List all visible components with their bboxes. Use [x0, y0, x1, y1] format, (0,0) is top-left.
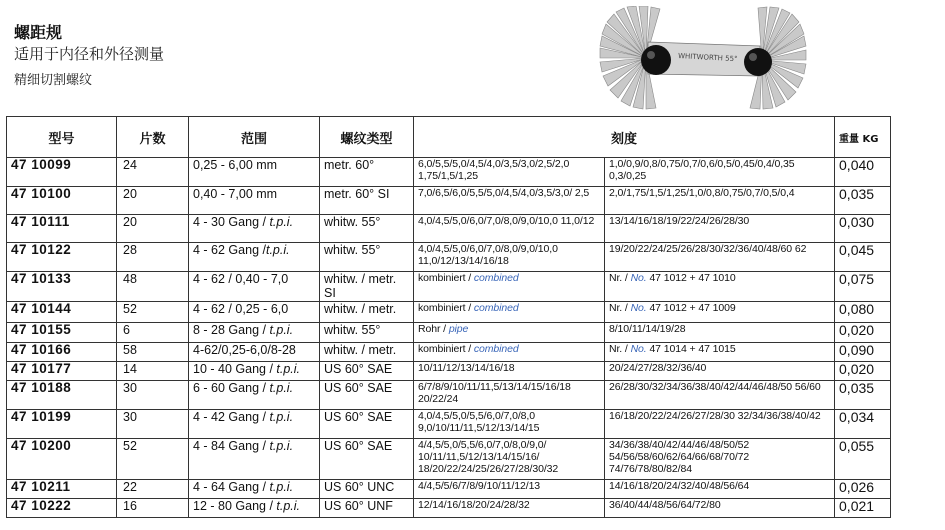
cell-range: [189, 187, 320, 215]
cell-pieces: 22: [117, 480, 189, 499]
cell-thread-type: metr. 60° SI: [320, 187, 414, 215]
cell-weight: 0,030: [835, 215, 891, 243]
cell-thread-type: US 60° SAE: [320, 381, 414, 410]
range-unit: t.p.i.: [269, 215, 294, 229]
cell-pieces: 52: [117, 439, 189, 480]
cell-model: 47 10199: [7, 410, 117, 439]
page-title: 螺距规: [14, 23, 63, 42]
cell-thread-type: US 60° SAE: [320, 410, 414, 439]
graduation-text: 36/40/44/48/56/64/72/80: [609, 499, 721, 511]
graduation-english: combined: [473, 302, 519, 314]
cell-graduation-1: [414, 480, 605, 499]
table-row: [7, 302, 891, 323]
cell-model: 47 10122: [7, 243, 117, 272]
cell-graduation-2: [605, 499, 835, 518]
thread-gauge-table: [6, 116, 891, 518]
cell-thread-type: US 60° SAE: [320, 362, 414, 381]
graduation-prefix: Nr. /: [609, 272, 631, 284]
table-row: [7, 158, 891, 187]
range-unit: t.p.i.: [276, 362, 301, 376]
graduation-text: 7,0/6,5/6,0/5,5/5,0/4,5/4,0/3,5/3,0/ 2,5: [418, 187, 590, 199]
graduation-text: 19/20/22/24/25/26/28/30/32/36/40/48/60 62: [609, 243, 807, 255]
cell-graduation-1: [414, 362, 605, 381]
range-text: 4 - 62 / 0,25 - 6,0: [193, 302, 289, 316]
cell-thread-type: whitw. / metr.: [320, 302, 414, 323]
cell-model: 47 10100: [7, 187, 117, 215]
graduation-no: No.: [630, 343, 647, 355]
table-row: [7, 499, 891, 518]
cell-model: 47 10166: [7, 343, 117, 362]
cell-graduation-1: [414, 410, 605, 439]
cell-pieces: 58: [117, 343, 189, 362]
cell-range: [189, 243, 320, 272]
cell-graduation-1: [414, 323, 605, 343]
range-unit: t.p.i.: [269, 480, 294, 494]
cell-range: [189, 323, 320, 343]
cell-model: 47 10133: [7, 272, 117, 302]
graduation-text: 12/14/16/18/20/24/28/32: [418, 499, 530, 511]
range-text: 8 - 28 Gang /: [193, 323, 270, 337]
graduation-text: 2,0/1,75/1,5/1,25/1,0/0,8/0,75/0,7/0,5/0,4: [609, 187, 795, 199]
cell-weight: 0,090: [835, 343, 891, 362]
cell-graduation-2: [605, 343, 835, 362]
table-row: [7, 343, 891, 362]
cell-weight: 0,035: [835, 187, 891, 215]
cell-weight: 0,034: [835, 410, 891, 439]
graduation-text: 14/16/18/20/24/32/40/48/56/64: [609, 480, 750, 492]
cell-pieces: 30: [117, 410, 189, 439]
range-text: 0,25 - 6,00 mm: [193, 158, 278, 172]
cell-graduation-1: [414, 158, 605, 187]
gauge-right-knob: [744, 48, 772, 76]
cell-range: [189, 343, 320, 362]
table-row: [7, 187, 891, 215]
graduation-text: 47 1012 + 47 1010: [646, 272, 736, 284]
cell-thread-type: US 60° UNF: [320, 499, 414, 518]
cell-graduation-2: [605, 381, 835, 410]
graduation-text: kombiniert /: [418, 302, 474, 314]
range-text: 4 - 84 Gang /: [193, 439, 270, 453]
graduation-text: 16/18/20/22/24/26/27/28/30 32/34/36/38/40/42: [609, 410, 821, 422]
range-unit: t.p.i.: [265, 243, 290, 257]
range-text: 12 - 80 Gang /: [193, 499, 277, 513]
table-header-row: [7, 117, 891, 158]
cell-thread-type: US 60° UNC: [320, 480, 414, 499]
graduation-text: 34/36/38/40/42/44/46/48/50/52 54/56/58/60/62/64/66/68/70/72 74/76/78/80/82/84: [609, 439, 750, 475]
cell-thread-type: whitw. 55°: [320, 323, 414, 343]
thread-gauge-image: [598, 6, 808, 110]
col-weight: 重量 KG: [835, 117, 891, 158]
cell-model: 47 10211: [7, 480, 117, 499]
cell-pieces: 6: [117, 323, 189, 343]
cell-range: [189, 158, 320, 187]
cell-thread-type: whitw. 55°: [320, 243, 414, 272]
cell-range: [189, 215, 320, 243]
graduation-text: 6,0/5,5/5,0/4,5/4,0/3,5/3,0/2,5/2,0 1,75/1,5/1,25: [418, 158, 570, 182]
graduation-text: 47 1012 + 47 1009: [646, 302, 736, 314]
cell-thread-type: whitw. / metr.: [320, 343, 414, 362]
cell-weight: 0,021: [835, 499, 891, 518]
cell-weight: 0,080: [835, 302, 891, 323]
cell-model: 47 10099: [7, 158, 117, 187]
cell-graduation-1: [414, 272, 605, 302]
range-text: 4 - 42 Gang /: [193, 410, 270, 424]
cell-graduation-1: [414, 499, 605, 518]
cell-range: [189, 272, 320, 302]
graduation-text: 8/10/11/14/19/28: [609, 323, 686, 335]
cell-graduation-1: [414, 381, 605, 410]
table-row: [7, 410, 891, 439]
subtitle: 适用于内径和外径测量: [14, 45, 165, 63]
cell-thread-type: whitw. 55°: [320, 215, 414, 243]
cell-range: [189, 499, 320, 518]
cell-weight: 0,020: [835, 362, 891, 381]
col-range: 范围: [189, 117, 320, 158]
cell-graduation-2: [605, 158, 835, 187]
graduation-text: 47 1014 + 47 1015: [646, 343, 736, 355]
graduation-text: 13/14/16/18/19/22/24/26/28/30: [609, 215, 750, 227]
cell-graduation-1: [414, 302, 605, 323]
cell-range: [189, 410, 320, 439]
range-unit: t.p.i.: [269, 410, 294, 424]
graduation-text: 4/4,5/5/6/7/8/9/10/11/12/13: [418, 480, 541, 492]
cell-weight: 0,045: [835, 243, 891, 272]
cell-pieces: 24: [117, 158, 189, 187]
cell-graduation-1: [414, 243, 605, 272]
gauge-left-knob: [641, 45, 671, 75]
table-row: [7, 362, 891, 381]
table-row: [7, 323, 891, 343]
table-row: [7, 480, 891, 499]
cell-weight: 0,035: [835, 381, 891, 410]
cell-weight: 0,040: [835, 158, 891, 187]
graduation-no: No.: [630, 272, 647, 284]
cell-pieces: 14: [117, 362, 189, 381]
cell-pieces: 20: [117, 215, 189, 243]
cell-graduation-2: [605, 187, 835, 215]
graduation-text: Rohr /: [418, 323, 449, 335]
col-pieces: 片数: [117, 117, 189, 158]
range-unit: t.p.i.: [269, 381, 294, 395]
range-text: 4 - 30 Gang /: [193, 215, 270, 229]
cell-model: 47 10155: [7, 323, 117, 343]
table-row: [7, 439, 891, 480]
cell-model: 47 10200: [7, 439, 117, 480]
range-text: 0,40 - 7,00 mm: [193, 187, 278, 201]
cell-pieces: 52: [117, 302, 189, 323]
cell-pieces: 48: [117, 272, 189, 302]
cell-graduation-1: [414, 187, 605, 215]
subtitle-secondary: 精细切割螺纹: [14, 73, 93, 88]
range-unit: t.p.i.: [276, 499, 301, 513]
cell-pieces: 20: [117, 187, 189, 215]
cell-graduation-2: [605, 215, 835, 243]
graduation-text: 6/7/8/9/10/11/11,5/13/14/15/16/18 20/22/24: [418, 381, 571, 405]
cell-range: [189, 439, 320, 480]
cell-thread-type: US 60° SAE: [320, 439, 414, 480]
graduation-no: No.: [630, 302, 647, 314]
range-text: 4-62/0,25-6,0/8-28: [193, 343, 296, 357]
graduation-text: 4,0/4,5/5,0/5,5/6,0/7,0/8,0 9,0/10/11/11,5/12/13/14/15: [418, 410, 540, 434]
graduation-english: pipe: [448, 323, 469, 335]
cell-pieces: 30: [117, 381, 189, 410]
range-text: 4 - 64 Gang /: [193, 480, 270, 494]
cell-pieces: 28: [117, 243, 189, 272]
graduation-text: kombiniert /: [418, 343, 474, 355]
col-thread-type: 螺纹类型: [320, 117, 414, 158]
cell-model: 47 10111: [7, 215, 117, 243]
cell-range: [189, 362, 320, 381]
table-row: [7, 272, 891, 302]
cell-model: 47 10177: [7, 362, 117, 381]
cell-weight: 0,020: [835, 323, 891, 343]
cell-thread-type: metr. 60°: [320, 158, 414, 187]
graduation-prefix: Nr. /: [609, 302, 631, 314]
cell-graduation-2: [605, 362, 835, 381]
table-row: [7, 243, 891, 272]
cell-graduation-2: [605, 302, 835, 323]
range-text: 4 - 62 Gang /: [193, 243, 266, 257]
cell-graduation-2: [605, 480, 835, 499]
graduation-text: 10/11/12/13/14/16/18: [418, 362, 515, 374]
cell-model: 47 10188: [7, 381, 117, 410]
cell-range: [189, 480, 320, 499]
graduation-text: 20/24/27/28/32/36/40: [609, 362, 707, 374]
cell-range: [189, 381, 320, 410]
table-row: [7, 215, 891, 243]
table-body: [7, 158, 891, 518]
graduation-text: 26/28/30/32/34/36/38/40/42/44/46/48/50 56/60: [609, 381, 821, 393]
range-text: 4 - 62 / 0,40 - 7,0: [193, 272, 289, 286]
cell-graduation-2: [605, 439, 835, 480]
cell-graduation-2: [605, 323, 835, 343]
cell-range: [189, 302, 320, 323]
graduation-text: kombiniert /: [418, 272, 474, 284]
cell-pieces: 16: [117, 499, 189, 518]
cell-model: 47 10144: [7, 302, 117, 323]
graduation-text: 4/4,5/5,0/5,5/6,0/7,0/8,0/9,0/ 10/11/11,5/12/13/14/15/16/ 18/20/22/24/25/26/27/28/30/32: [418, 439, 559, 475]
cell-graduation-1: [414, 439, 605, 480]
table-row: [7, 381, 891, 410]
graduation-prefix: Nr. /: [609, 343, 631, 355]
cell-graduation-2: [605, 272, 835, 302]
range-text: 10 - 40 Gang /: [193, 362, 277, 376]
graduation-text: 4,0/4,5/5,0/6,0/7,0/8,0/9,0/10,0 11,0/12/13/14/16/18: [418, 243, 558, 267]
graduation-text: 1,0/0,9/0,8/0,75/0,7/0,6/0,5/0,45/0,4/0,35 0,3/0,25: [609, 158, 795, 182]
cell-weight: 0,075: [835, 272, 891, 302]
graduation-english: combined: [473, 343, 519, 355]
cell-weight: 0,055: [835, 439, 891, 480]
range-text: 6 - 60 Gang /: [193, 381, 270, 395]
gauge-label: WHITWORTH 55°: [677, 52, 738, 64]
range-unit: t.p.i.: [269, 439, 294, 453]
cell-graduation-2: [605, 243, 835, 272]
cell-graduation-1: [414, 343, 605, 362]
graduation-text: 4,0/4,5/5,0/6,0/7,0/8,0/9,0/10,0 11,0/12: [418, 215, 595, 227]
cell-weight: 0,026: [835, 480, 891, 499]
graduation-english: combined: [473, 272, 519, 284]
col-model: 型号: [7, 117, 117, 158]
cell-graduation-1: [414, 215, 605, 243]
range-unit: t.p.i.: [269, 323, 294, 337]
col-graduation: 刻度: [414, 117, 835, 158]
cell-graduation-2: [605, 410, 835, 439]
cell-thread-type: whitw. / metr. SI: [320, 272, 414, 302]
cell-model: 47 10222: [7, 499, 117, 518]
